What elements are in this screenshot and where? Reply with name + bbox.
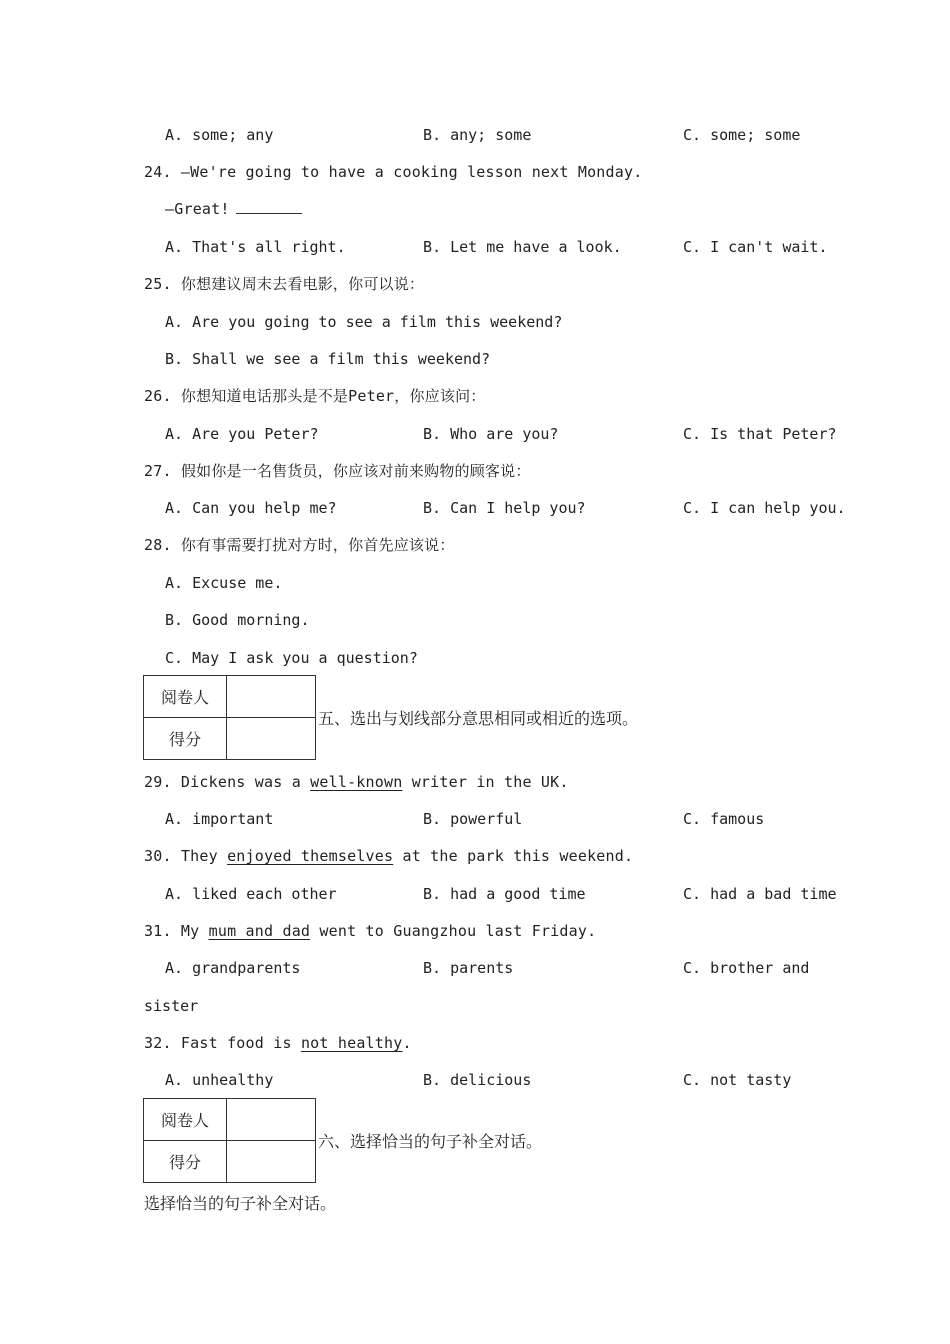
q24-reply [165,199,302,219]
q30-stem-post: at the park this weekend. [393,847,634,865]
q26-option-b: B. Who are you? [423,425,559,443]
q23-option-c: C. some; some [683,126,801,144]
score-cell[interactable] [227,1141,316,1183]
q31-option-b: B. parents [423,959,514,977]
answer-blank [236,199,302,214]
q30-option-c: C. had a bad time [683,885,837,903]
q29-option-a: A. important [165,810,274,828]
q24-option-c: C. I can't wait. [683,238,828,256]
q31-stem-pre: 31. My [144,922,209,940]
score-label: 得分 [144,718,227,760]
q27-option-c: C. I can help you. [683,499,846,517]
q28-option-b: B. Good morning. [165,611,310,629]
q32-underlined: not healthy [300,1034,403,1052]
q29-stem-pre: 29. Dickens was a [144,773,311,791]
q27-option-a: A. Can you help me? [165,499,337,517]
q24-stem: 24. —We're going to have a cooking lesson next Monday. [144,163,643,181]
q28-option-c: C. May I ask you a question? [165,649,418,667]
q24-option-a: A. That's all right. [165,238,346,256]
q31-stem [144,921,596,941]
q29-option-c: C. famous [683,810,765,828]
q23-option-b: B. any; some [423,126,532,144]
q26-stem: 26. 你想知道电话那头是不是Peter，你应该问： [144,387,486,405]
q28-option-a: A. Excuse me. [165,574,283,592]
q27-option-b: B. Can I help you? [423,499,586,517]
reviewer-label: 阅卷人 [144,1099,227,1141]
q23-option-a: A. some; any [165,126,274,144]
q29-stem-post: writer in the UK. [402,773,569,791]
score-label: 得分 [144,1141,227,1183]
q31-stem-post: went to Guangzhou last Friday. [310,922,597,940]
q30-underlined: enjoyed themselves [227,847,394,865]
q25-option-a: A. Are you going to see a film this weekend? [165,313,563,331]
q32-stem [144,1033,412,1053]
score-box-section6 [143,1098,316,1183]
q30-option-a: A. liked each other [165,885,337,903]
section6-title: 六、选择恰当的句子补全对话。 [318,1132,543,1151]
q29-option-b: B. powerful [423,810,523,828]
reviewer-label: 阅卷人 [144,676,227,718]
q31-option-c-wrap: sister [144,997,199,1015]
q32-stem-post: . [402,1034,412,1052]
q32-stem-pre: 32. Fast food is [144,1034,301,1052]
q31-option-a: A. grandparents [165,959,301,977]
q25-option-b: B. Shall we see a film this weekend? [165,350,491,368]
q31-option-c: C. brother and [683,959,810,977]
q32-option-c: C. not tasty [683,1071,792,1089]
q29-stem [144,772,569,792]
q28-stem: 28. 你有事需要打扰对方时，你首先应该说： [144,536,455,554]
q30-option-b: B. had a good time [423,885,586,903]
reviewer-cell[interactable] [227,676,316,718]
q30-stem-pre: 30. They [144,847,228,865]
q27-stem: 27. 假如你是一名售货员，你应该对前来购物的顾客说： [144,462,531,480]
section5-title: 五、选出与划线部分意思相同或相近的选项。 [318,709,639,728]
q32-option-a: A. unhealthy [165,1071,274,1089]
q26-option-c: C. Is that Peter? [683,425,837,443]
q24-reply-text: —Great! [165,200,230,218]
section6-instruction: 选择恰当的句子补全对话。 [144,1194,337,1213]
q24-option-b: B. Let me have a look. [423,238,622,256]
q32-option-b: B. delicious [423,1071,532,1089]
q25-stem: 25. 你想建议周末去看电影，你可以说： [144,275,425,293]
q29-underlined: well-known [310,773,403,791]
q31-underlined: mum and dad [208,922,311,940]
score-box-section5 [143,675,316,760]
q26-option-a: A. Are you Peter? [165,425,319,443]
score-cell[interactable] [227,718,316,760]
reviewer-cell[interactable] [227,1099,316,1141]
q30-stem [144,846,633,866]
